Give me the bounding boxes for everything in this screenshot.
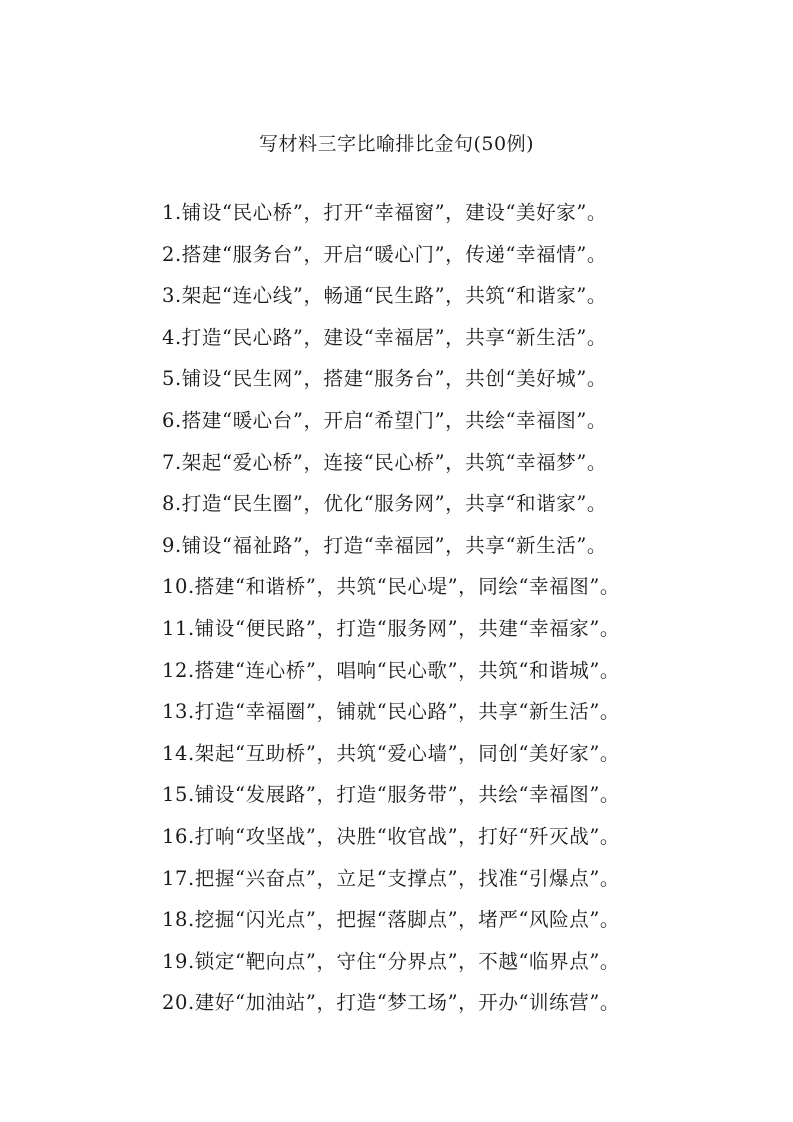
list-item: 9.铺设“福祉路”，打造“幸福园”，共享“新生活”。 <box>162 533 608 557</box>
list-item: 6.搭建“暖心台”，开启“希望门”，共绘“幸福图”。 <box>162 408 608 432</box>
list-item: 14.架起“互助桥”，共筑“爱心墙”，同创“美好家”。 <box>162 741 621 765</box>
list-item: 11.铺设“便民路”，打造“服务网”，共建“幸福家”。 <box>162 616 621 640</box>
list-item: 17.把握“兴奋点”，立足“支撑点”，找准“引爆点”。 <box>162 866 621 890</box>
list-item: 15.铺设“发展路”，打造“服务带”，共绘“幸福图”。 <box>162 783 621 807</box>
list-item: 2.搭建“服务台”，开启“暖心门”，传递“幸福情”。 <box>162 242 608 266</box>
sentence-list <box>162 198 752 1030</box>
list-item: 12.搭建“连心桥”，唱响“民心歌”，共筑“和谐城”。 <box>162 658 621 682</box>
list-item: 3.架起“连心线”，畅通“民生路”，共筑“和谐家”。 <box>162 284 608 308</box>
list-item: 10.搭建“和谐桥”，共筑“民心堤”，同绘“幸福图”。 <box>162 575 621 599</box>
list-item: 19.锁定“靶向点”，守住“分界点”，不越“临界点”。 <box>162 949 621 973</box>
list-item: 18.挖掘“闪光点”，把握“落脚点”，堵严“风险点”。 <box>162 908 621 932</box>
list-item: 4.打造“民心路”，建设“幸福居”，共享“新生活”。 <box>162 325 608 349</box>
list-item: 20.建好“加油站”，打造“梦工场”，开办“训练营”。 <box>162 991 621 1015</box>
list-item: 1.铺设“民心桥”，打开“幸福窗”，建设“美好家”。 <box>162 201 608 224</box>
list-item: 8.打造“民生圈”，优化“服务网”，共享“和谐家”。 <box>162 492 608 516</box>
list-item: 5.铺设“民生网”，搭建“服务台”，共创“美好城”。 <box>162 367 608 391</box>
document-title: 写材料三字比喻排比金句(50例) <box>258 133 534 155</box>
list-item: 7.架起“爱心桥”，连接“民心桥”，共筑“幸福梦”。 <box>162 450 608 474</box>
list-item: 16.打响“攻坚战”，决胜“收官战”，打好“歼灭战”。 <box>162 824 621 848</box>
list-item: 13.打造“幸福圈”，铺就“民心路”，共享“新生活”。 <box>162 700 621 724</box>
